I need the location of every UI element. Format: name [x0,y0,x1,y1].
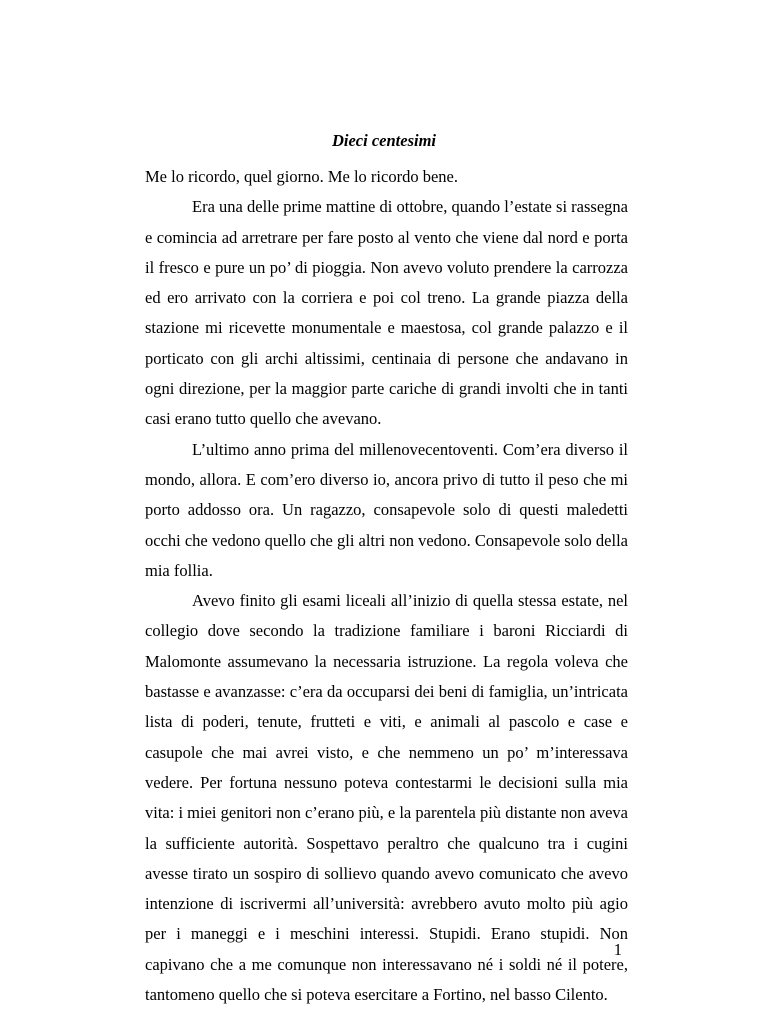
document-body [145,162,628,1010]
paragraph-3: L’ultimo anno prima del millenovecentoventi. Com’era diverso il mondo, allora. E com’ero diverso io, ancora privo di tutto il peso che mi porto addosso ora. Un ragazzo, consapevole solo di questi maledetti occhi che vedono quello che gli altri non vedono. Consapevole solo della mia follia. [145,439,628,580]
paragraph-1: Me lo ricordo, quel giorno. Me lo ricordo bene. [145,167,458,186]
document-title: Dieci centesimi [331,131,436,150]
page-number: 1 [613,940,622,959]
paragraph-4: Avevo finito gli esami liceali all’inizio di quella stessa estate, nel collegio dove secondo la tradizione familiare i baroni Ricciardi di Malomonte assumevano la necessaria istruzione. La regola voleva che bastasse e avanzasse: c’era da occuparsi dei beni di famiglia, un’intricata lista di poderi, tenute, frutteti e viti, e animali al pascolo e case e casupole che mai avrei visto, e che nemmeno un po’ m’interessava vedere. Per fortuna nessuno poteva contestarmi le decisioni sulla mia vita: i miei genitori non c’erano più, e la parentela più distante non aveva la sufficiente autorità. Sospettavo peraltro che qualcuno tra i cugini avesse tirato un sospiro di sollievo quando avevo comunicato che avevo intenzione di iscrivermi all’università: avrebbero avuto molto più agio per i maneggi e i meschini interessi. Stupidi. Erano stupidi. Non capivano che a me comunque non interessavano né i soldi né il potere, tantomeno quello che si poteva esercitare a Fortino, nel basso Cilento. [145,591,628,1005]
paragraph-2: Era una delle prime mattine di ottobre, quando l’estate si rassegna e comincia ad arretrare per fare posto al vento che viene dal nord e porta il fresco e pure un po’ di pioggia. Non avevo voluto prendere la carrozza ed ero arrivato con la corriera e poi col treno. La grande piazza della stazione mi ricevette monumentale e maestosa, col grande palazzo e il porticato con gli archi altissimi, centinaia di persone che andavano in ogni direzione, per la maggior parte cariche di grandi involti che in tanti casi erano tutto quello che avevano. [145,197,628,429]
